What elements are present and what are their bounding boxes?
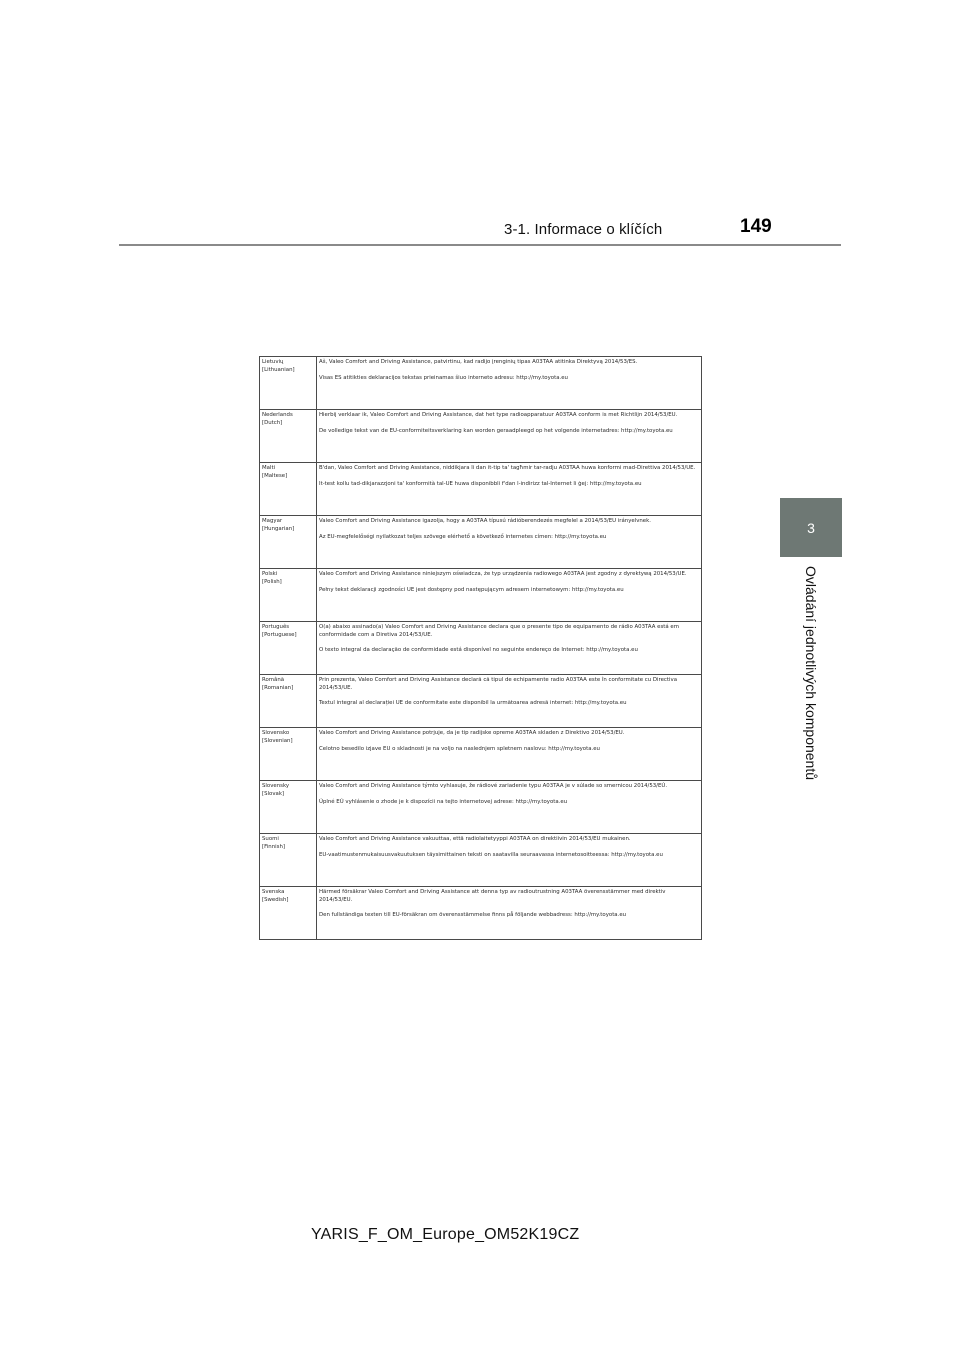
language-cell — [260, 516, 317, 569]
language-cell — [260, 569, 317, 622]
declaration-cell — [317, 887, 702, 940]
declaration-paragraph: Valeo Comfort and Driving Assistance potrjuje, da je tip radijske opreme A03TAA skladen z Direktivo 2014/53/EU. — [319, 730, 625, 736]
table-row — [260, 410, 702, 463]
language-cell — [260, 463, 317, 516]
table-row — [260, 622, 702, 675]
declaration-cell — [317, 675, 702, 728]
declaration-paragraph: O texto integral da declaração de conformidade está disponível no seguinte endereço de Internet: http://my.toyota.eu — [319, 647, 638, 654]
declaration-paragraph: B'dan, Valeo Comfort and Driving Assistance, niddikjara li dan it-tip ta' tagħmir tar-radju A03TAA huwa konformi mad-Direttiva 2014/53/UE. — [319, 465, 696, 471]
declaration-cell — [317, 410, 702, 463]
declaration-paragraph: Pełny tekst deklaracji zgodności UE jest dostępny pod następującym adresem internetowym: http://my.toyota.eu — [319, 586, 624, 593]
declaration-cell — [317, 622, 702, 675]
language-name: Slovensky — [262, 783, 290, 789]
declaration-paragraph: Textul integral al declarației UE de conformitate este disponibil la următoarea adresă internet: http://my.toyota.eu — [319, 700, 627, 707]
table-row — [260, 569, 702, 622]
declaration-paragraph: Prin prezenta, Valeo Comfort and Driving Assistance declară că tipul de echipamente radio A03TAA este în conformitate cu Directiva 2014/53/UE. — [319, 677, 678, 691]
page-number: 149 — [740, 216, 772, 237]
declaration-paragraph: Aš, Valeo Comfort and Driving Assistance, patvirtinu, kad radijo įrenginių tipas A03TAA atitinka Direktyvą 2014/53/ES. — [319, 359, 638, 365]
language-cell — [260, 675, 317, 728]
declaration-paragraph: Úplné EÚ vyhlásenie o zhode je k dispozícii na tejto internetovej adrese: http://my.toyota.eu — [319, 798, 568, 805]
table-row — [260, 357, 702, 410]
language-english-name: [Swedish] — [262, 896, 289, 903]
table-row — [260, 834, 702, 887]
language-name: Svenska — [262, 889, 285, 895]
declaration-table-body — [260, 357, 702, 940]
section-title: 3-1. Informace o klíčích — [504, 221, 663, 238]
declaration-paragraph: O(a) abaixo assinado(a) Valeo Comfort and Driving Assistance declara que o presente tipo de equipamento de rádio A03TAA está em conformidade com a Diretiva 2014/53/UE. — [319, 624, 679, 638]
language-name: Polski — [262, 571, 278, 577]
declaration-paragraph: Valeo Comfort and Driving Assistance týmto vyhlasuje, že rádiové zariadenie typu A03TAA je v súlade so smernicou 2014/53/EÚ. — [319, 783, 668, 789]
language-cell — [260, 834, 317, 887]
declaration-paragraph: De volledige tekst van de EU-conformiteitsverklaring kan worden geraadpleegd op het volgende internetadres: http://my.toyota.eu — [319, 427, 673, 434]
language-name: Nederlands — [262, 412, 293, 418]
declaration-paragraph: Az EU-megfelelőségi nyilatkozat teljes szövege elérhető a következő internetes címen: http://my.toyota.eu — [319, 533, 607, 540]
language-cell — [260, 887, 317, 940]
declaration-paragraph: EU-vaatimustenmukaisuusvakuutuksen täysimittainen teksti on saatavilla seuraavassa internetosoitteessa: http://my.toyota.eu — [319, 851, 663, 858]
language-english-name: [Finnish] — [262, 843, 285, 850]
language-english-name: [Hungarian] — [262, 525, 295, 532]
language-name: Slovensko — [262, 730, 290, 736]
declaration-paragraph: Den fullständiga texten till EU-försäkran om överensstämmelse finns på följande webbadress: http://my.toyota.eu — [319, 912, 627, 919]
language-english-name: [Dutch] — [262, 419, 283, 426]
declaration-paragraph: Valeo Comfort and Driving Assistance niniejszym oświadcza, że typ urządzenia radiowego A03TAA jest zgodny z dyrektywą 2014/53/UE. — [319, 571, 687, 577]
declaration-table — [259, 356, 702, 940]
declaration-cell — [317, 516, 702, 569]
declaration-cell — [317, 728, 702, 781]
language-name: Magyar — [262, 518, 283, 524]
declaration-cell — [317, 569, 702, 622]
language-name: Suomi — [262, 836, 279, 842]
language-name: Lietuvių — [262, 359, 284, 365]
language-english-name: [Lithuanian] — [262, 366, 295, 373]
chapter-tab — [780, 498, 842, 557]
language-cell — [260, 622, 317, 675]
language-cell — [260, 357, 317, 410]
declaration-paragraph: Valeo Comfort and Driving Assistance vakuuttaa, että radiolaitetyyppi A03TAA on direktiivin 2014/53/EU mukainen. — [319, 836, 631, 842]
language-cell — [260, 410, 317, 463]
chapter-number: 3 — [807, 519, 815, 536]
table-row — [260, 675, 702, 728]
declaration-cell — [317, 834, 702, 887]
declaration-cell — [317, 781, 702, 834]
language-english-name: [Maltese] — [262, 472, 288, 479]
table-row — [260, 728, 702, 781]
language-english-name: [Portuguese] — [262, 631, 297, 638]
declaration-paragraph: Valeo Comfort and Driving Assistance igazolja, hogy a A03TAA típusú rádióberendezés megfelel a 2014/53/EU irányelvnek. — [319, 518, 651, 524]
declaration-paragraph: Visas ES atitikties deklaracijos tekstas prieinamas šiuo interneto adresu: http://my.toyota.eu — [319, 374, 568, 381]
table-row — [260, 781, 702, 834]
table-row — [260, 463, 702, 516]
table-row — [260, 887, 702, 940]
header-divider — [119, 244, 841, 246]
table-row — [260, 516, 702, 569]
language-english-name: [Romanian] — [262, 684, 294, 691]
declaration-paragraph: It-test kollu tad-dikjarazzjoni ta' konformità tal-UE huwa disponibbli f'dan l-indirizz tal-Internet li ġej: http://my.toyota.eu — [319, 480, 642, 487]
language-name: Português — [262, 624, 290, 630]
document-code: YARIS_F_OM_Europe_OM52K19CZ — [311, 1226, 580, 1243]
declaration-cell — [317, 463, 702, 516]
declaration-cell — [317, 357, 702, 410]
declaration-paragraph: Hierbij verklaar ik, Valeo Comfort and Driving Assistance, dat het type radioapparatuur A03TAA conform is met Richtlijn 2014/53/EU. — [319, 412, 678, 418]
declaration-paragraph: Celotno besedilo izjave EU o skladnosti je na voljo na naslednjem spletnem naslovu: http://my.toyota.eu — [319, 745, 600, 752]
language-english-name: [Polish] — [262, 578, 282, 585]
language-name: Malti — [262, 465, 276, 471]
language-english-name: [Slovak] — [262, 790, 285, 797]
language-cell — [260, 781, 317, 834]
language-cell — [260, 728, 317, 781]
declaration-paragraph: Härmed försäkrar Valeo Comfort and Driving Assistance att denna typ av radioutrustning A03TAA överensstämmer med direktiv 2014/53/EU. — [319, 889, 666, 903]
language-name: Română — [262, 677, 285, 683]
language-english-name: [Slovenian] — [262, 737, 293, 744]
chapter-title: Ovládání jednotlivých komponentů — [803, 566, 819, 781]
